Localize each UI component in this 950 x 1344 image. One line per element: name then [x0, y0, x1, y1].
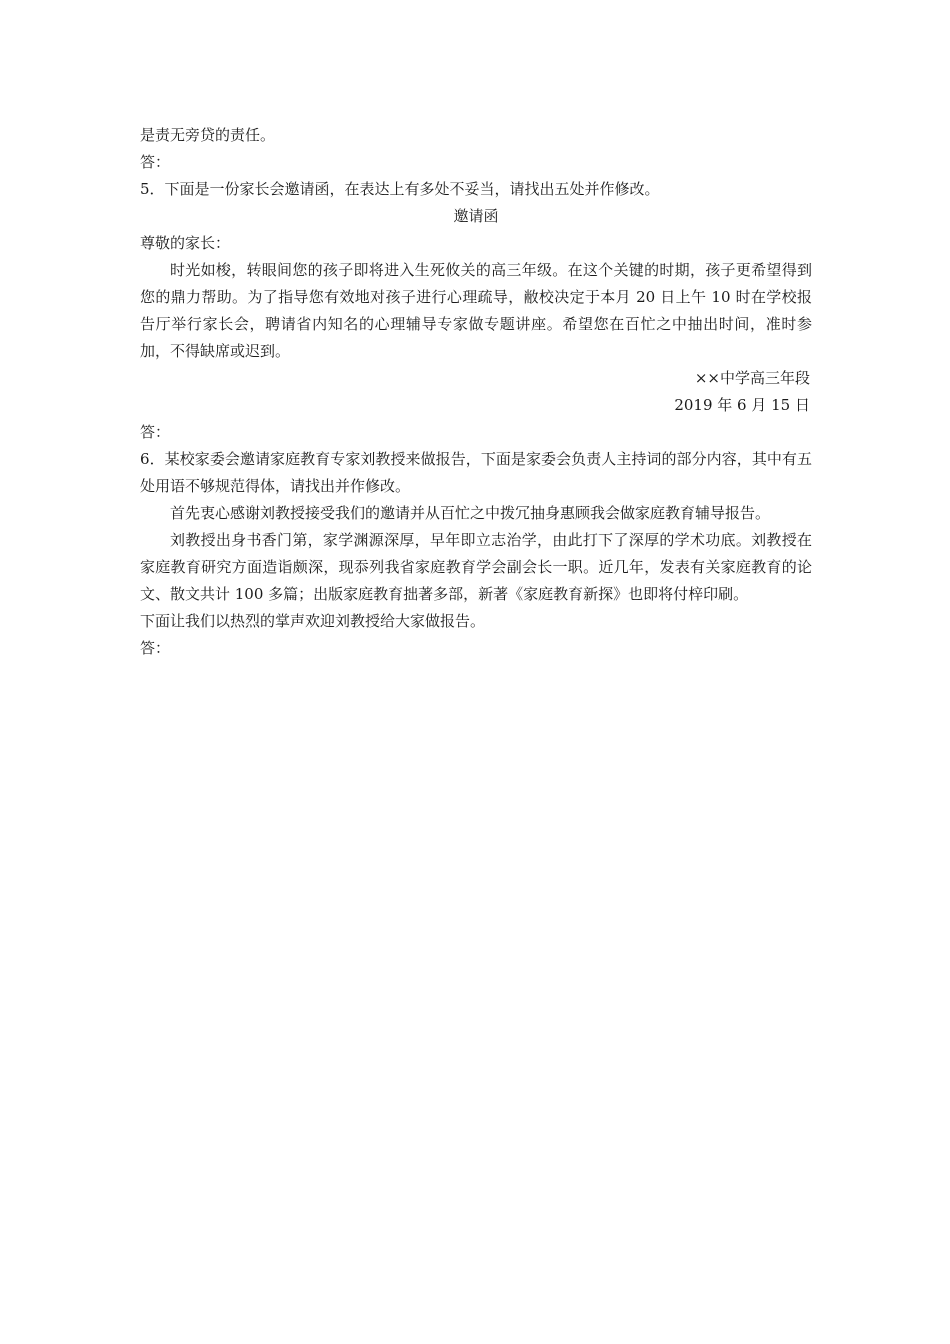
letter-salutation: 尊敬的家长： [140, 234, 231, 252]
speech-closing: 下面让我们以热烈的掌声欢迎刘教授给大家做报告。 [140, 612, 486, 630]
letter-date: 2019 年 6 月 15 日 [674, 396, 810, 414]
letter-body: 时光如梭，转眼间您的孩子即将进入生死攸关的高三年级。在这个关键的时期，孩子更希望得到您的鼎力帮助。为了指导您有效地对孩子进行心理疏导，敝校决定于本月 20 日上午 10 时在学校报告厅举行家长会，聘请省内知名的心理辅导专家做专题讲座。希望您在百忙之中抽出时间，准时参加，不得缺席或迟到。 [140, 261, 812, 360]
letter-title: 邀请函 [453, 207, 499, 225]
question-5-prompt: 5．下面是一份家长会邀请函，在表达上有多处不妥当，请找出五处并作修改。 [140, 180, 660, 198]
carryover-line: 是责无旁贷的责任。 [140, 126, 276, 144]
answer-label-q5: 答： [140, 423, 171, 441]
speech-paragraph-2: 刘教授出身书香门第，家学渊源深厚，早年即立志治学，由此打下了深厚的学术功底。刘教授在家庭教育研究方面造诣颇深，现忝列我省家庭教育学会副会长一职。近几年，发表有关家庭教育的论文、散文共计 100 多篇；出版家庭教育拙著多部，新著《家庭教育新探》也即将付梓印刷。 [140, 531, 812, 603]
answer-label-q6: 答： [140, 639, 171, 657]
question-6-prompt: 6．某校家委会邀请家庭教育专家刘教授来做报告，下面是家委会负责人主持词的部分内容，其中有五处用语不够规范得体，请找出并作修改。 [140, 450, 812, 495]
letter-signature: ××中学高三年段 [694, 369, 810, 387]
answer-label-q4: 答： [140, 153, 171, 171]
speech-paragraph-1: 首先衷心感谢刘教授接受我们的邀请并从百忙之中拨冗抽身惠顾我会做家庭教育辅导报告。 [170, 504, 771, 522]
document-page [140, 122, 812, 662]
